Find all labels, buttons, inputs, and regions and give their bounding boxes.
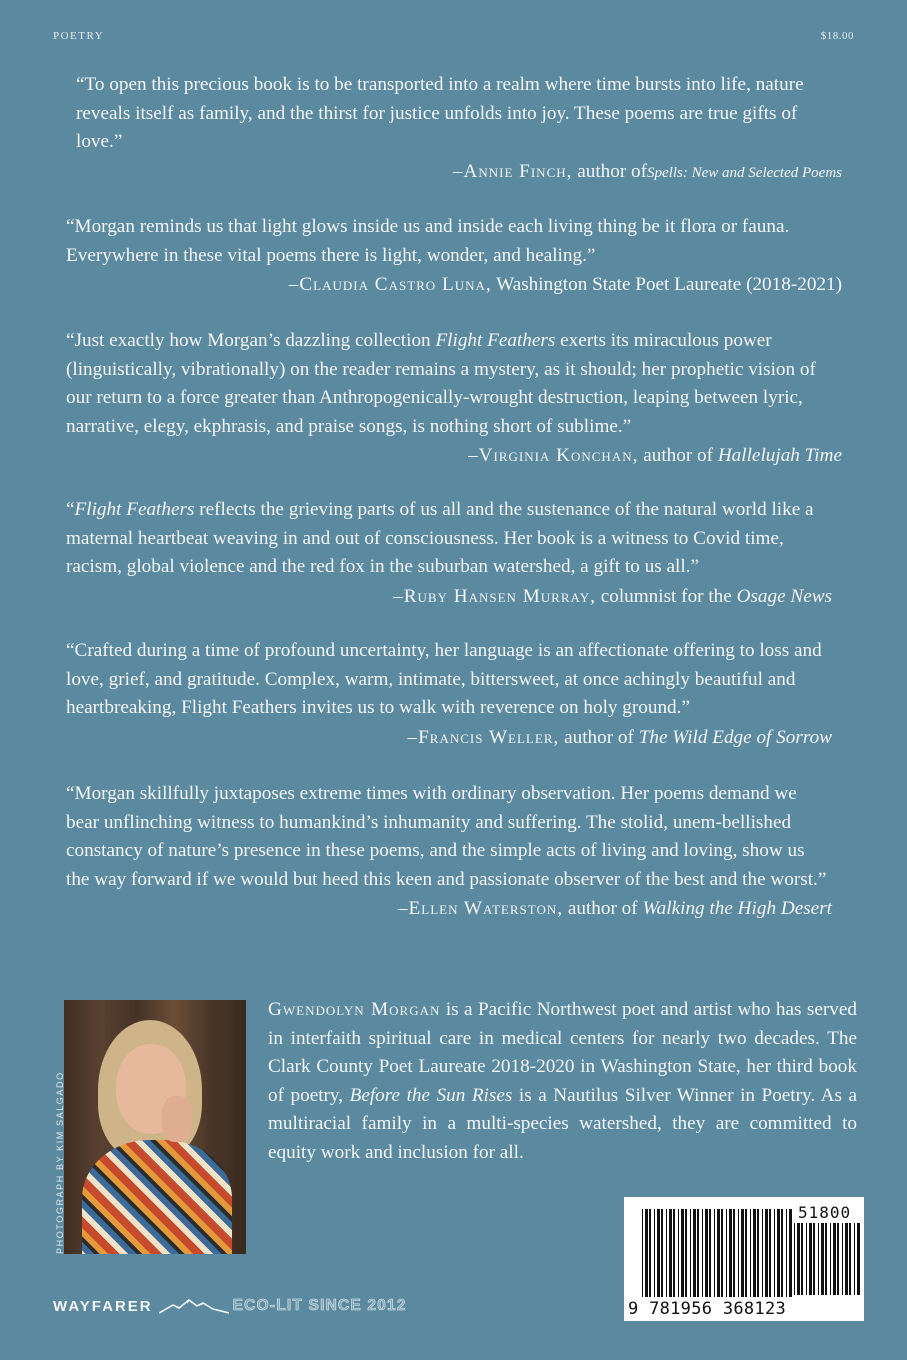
blurb-role: author of [643, 445, 714, 466]
blurb-attribution [66, 442, 842, 471]
blurb-author: –Claudia Castro Luna, [288, 274, 492, 295]
price-label: $18.00 [820, 30, 854, 42]
book-title: Flight Feathers [74, 499, 195, 520]
price-barcode-bars [794, 1223, 860, 1295]
isbn-barcode [624, 1197, 864, 1321]
author-photo [64, 1000, 246, 1254]
blurb-work: The Wild Edge of Sorrow [638, 726, 832, 748]
blurb-claudia-castro-luna [66, 213, 842, 300]
author-bio: Gwendolyn Morgan is a Pacific Northwest poet and artist who has served in interfaith spiritual care in medical centers for nearly two decades. The Clark County Poet Laureate 2018-2020 in Washington State, her third book of poetry, Before the Sun Rises is a Nautilus Silver Winner in Poetry. As a multiracial family in a multi-species watershed, they are committed to equity work and inclusion for all. [268, 999, 858, 1163]
blurb-role: columnist for the [600, 585, 732, 607]
blurb-author: –Ruby Hansen Murray, [393, 585, 596, 607]
blurb-work: Spells: New and Selected Poems [647, 164, 842, 181]
mountain-icon [159, 1297, 229, 1315]
blurb-quote: “Flight Feathers reflects the grieving parts of us all and the sustenance of the natural world like a maternal heartbeat weaving in and out of consciousness. Her book is a witness to Covid time, racism, global violence and the red fox in the suburban watershed, a gift to us all.” [66, 499, 814, 577]
blurb-role: author of [564, 726, 634, 748]
bio-author-name: Gwendolyn Morgan [268, 999, 441, 1020]
blurb-virginia-konchan [66, 327, 842, 471]
blurb-ellen-waterston [66, 780, 832, 924]
blurb-francis-weller [66, 637, 842, 752]
blurb-attribution [66, 271, 842, 300]
blurb-role: author of [577, 160, 648, 182]
blurb-author: –Virginia Konchan, [468, 445, 639, 466]
barcode-bars [642, 1209, 792, 1299]
blurb-attribution [76, 158, 842, 188]
photo-credit: PHOTOGRAPH BY KIM SALGADO [55, 1071, 65, 1254]
blurb-quote: “To open this precious book is to be transported into a realm where time bursts into life, nature reveals itself as family, and the thirst for justice unfolds into joy. These poems are true gifts of love.” [76, 74, 804, 152]
blurb-quote: “Morgan reminds us that light glows inside us and inside each living thing be it flora or fauna. Everywhere in these vital poems there is light, wonder, and healing.” [66, 216, 790, 266]
blurb-quote: “Crafted during a time of profound uncertainty, her language is an affectionate offering to loss and love, grief, and gratitude. Complex, warm, intimate, bittersweet, at once achingly beautiful and heartbreaking, Flight Feathers invites us to walk with reverence on holy ground.” [66, 640, 822, 718]
publisher-name: WAYFARER [53, 1297, 153, 1315]
blurb-annie-finch [76, 71, 842, 187]
blurb-work: Osage News [736, 585, 832, 607]
publisher-tagline: ECO-LIT SINCE 2012 [232, 1297, 407, 1314]
blurb-author: –Ellen Waterston, [397, 898, 564, 919]
blurb-ruby-hansen-murray [66, 496, 832, 611]
bio-book-title: Before the Sun Rises [349, 1084, 513, 1106]
book-title: Flight Feathers [435, 330, 556, 351]
genre-label: POETRY [53, 30, 105, 42]
barcode-isbn: 9 781956 368123 [628, 1299, 787, 1319]
blurb-work: Hallelujah Time [717, 445, 842, 466]
publisher-logo [53, 1296, 407, 1316]
blurb-author: –Francis Weller, [407, 726, 560, 748]
blurb-attribution [66, 583, 832, 612]
blurb-attribution [66, 724, 842, 753]
blurb-role: author of [567, 898, 638, 919]
barcode-price-code: 51800 [798, 1203, 852, 1222]
blurb-work: Walking the High Desert [642, 898, 832, 919]
blurb-role: Washington State Poet Laureate (2018-2021) [496, 274, 842, 295]
blurb-quote: “Just exactly how Morgan’s dazzling collection Flight Feathers exerts its miraculous power (linguistically, vibrationally) on the reader remains a mystery, as it should; her prophetic vision of our return to a force greater than Anthropogenically-wrought destruction, leaping between lyric, narrative, elegy, ekphrasis, and praise songs, is nothing short of sublime.” [66, 330, 816, 437]
blurb-attribution [66, 895, 832, 924]
blurb-author: –Annie Finch, [452, 160, 573, 182]
blurb-quote: “Morgan skillfully juxtaposes extreme times with ordinary observation. Her poems demand we bear unflinching witness to humankind’s inhumanity and suffering. The stolid, unem-bellished constancy of nature’s presence in these poems, and the simple acts of living and loving, show us the way forward if we would but heed this keen and passionate observer of the best and the worst.” [66, 783, 827, 890]
